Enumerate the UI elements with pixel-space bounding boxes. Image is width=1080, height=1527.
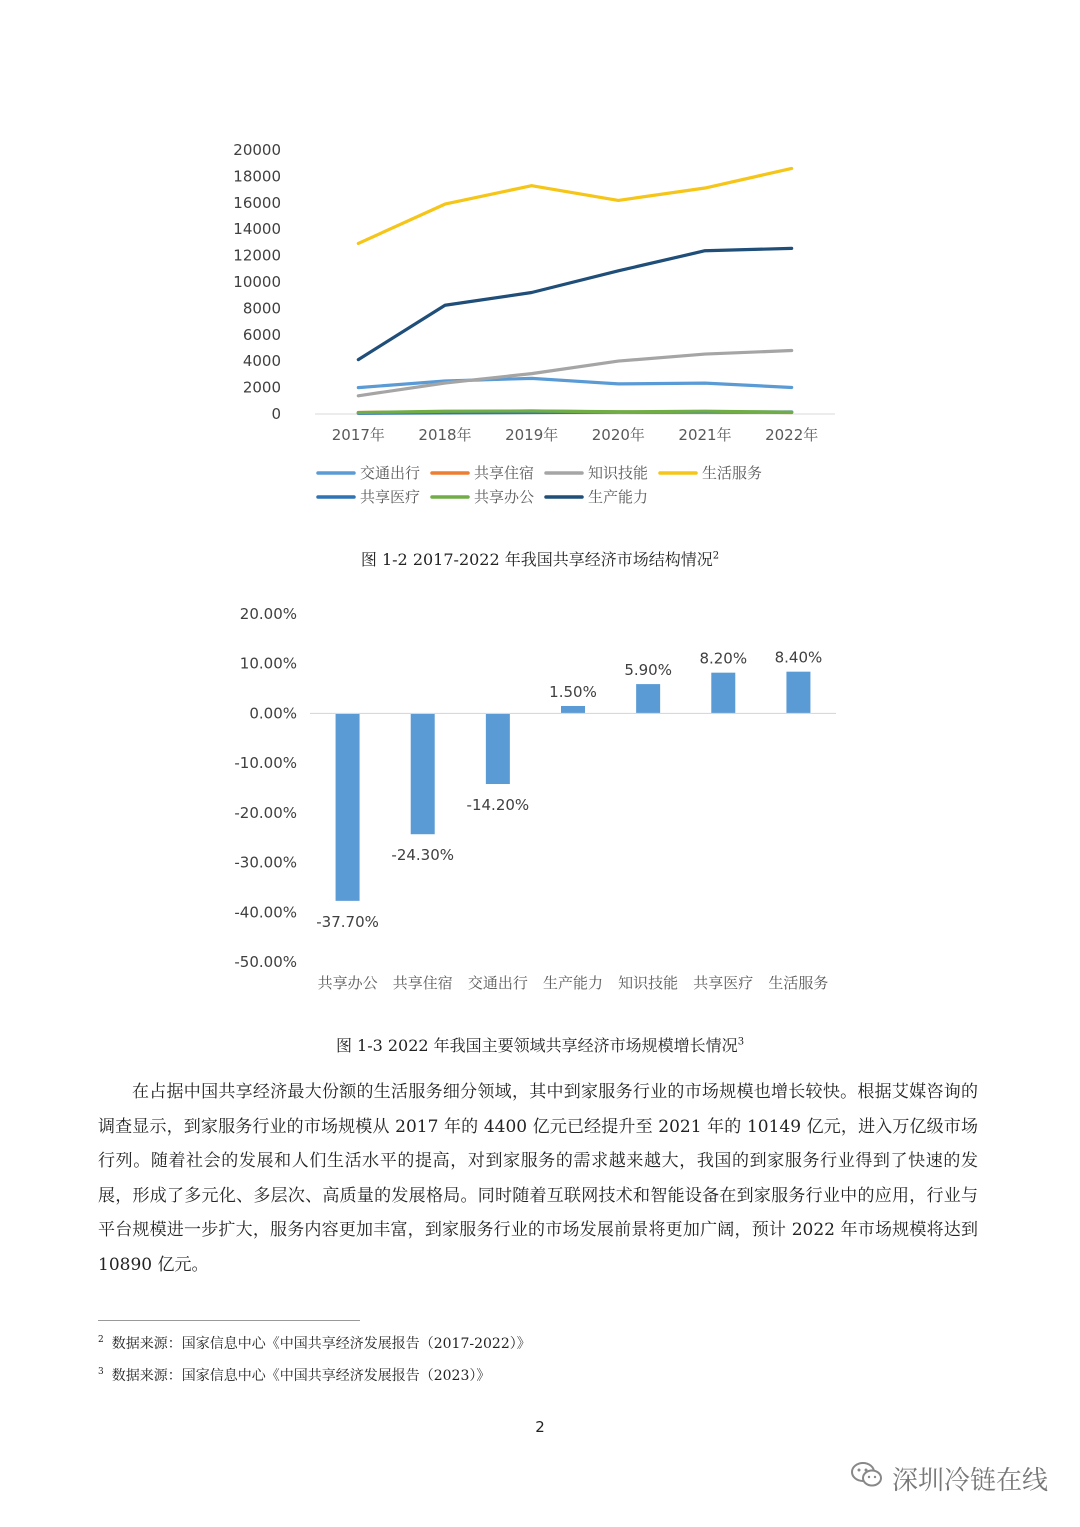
x-tick-label: 2019年 — [505, 426, 559, 444]
legend-item — [318, 464, 420, 482]
data-label: -37.70% — [316, 912, 379, 931]
bar-共享医疗 — [711, 673, 735, 714]
legend-label: 生产能力 — [588, 488, 649, 506]
bar-生活服务 — [786, 672, 810, 714]
y-tick-label: -20.00% — [234, 803, 297, 822]
page-number: 2 — [535, 1418, 545, 1436]
body-paragraph: 在占据中国共享经济最大份额的生活服务细分领域，其中到家服务行业的市场规模也增长较快。根据艾媒咨询的调查显示，到家服务行业的市场规模从 2017 年的 4400 亿元已经提升至 2021 年的 10149 亿元，进入万亿级市场行列。随着社会的发展和人们生活水平的提高，对到家服务的需求越来越大，我国的到家服务行业得到了快速的发展，形成了多元化、多层次、高质量的发展格局。同时随着互联网技术和智能设备在到家服务行业中的应用，行业与平台规模进一步扩大，服务内容更加丰富，到家服务行业的市场发展前景将更加广阔，预计 2022 年市场规模将达到 10890 亿元。 — [98, 1082, 978, 1275]
wechat-icon — [850, 1460, 884, 1497]
data-label: -24.30% — [391, 846, 455, 865]
y-tick-label: -30.00% — [234, 853, 297, 872]
figure1-caption-text: 图 1-2 2017-2022 年我国共享经济市场结构情况 — [360, 550, 713, 569]
footnote-number: 3 — [98, 1367, 104, 1378]
x-tick-label: 2017年 — [331, 426, 385, 444]
watermark-text: 深圳冷链在线 — [891, 1466, 1048, 1496]
figure1-caption-footnote-ref: 2 — [712, 550, 720, 562]
footnote-text: 数据来源：国家信息中心《中国共享经济发展报告（2017-2022）》 — [111, 1336, 531, 1352]
y-tick-label: 18000 — [233, 167, 281, 186]
y-tick-label: 10000 — [233, 273, 281, 291]
series-line-生产能力 — [358, 248, 791, 359]
data-label: 8.20% — [699, 649, 748, 668]
legend-label: 生活服务 — [702, 464, 763, 482]
legend-label: 共享医疗 — [360, 488, 421, 506]
series-line-知识技能 — [358, 351, 791, 396]
y-tick-label: 2000 — [242, 378, 281, 397]
y-tick-label: 0 — [271, 405, 281, 423]
bar-共享住宿 — [411, 713, 435, 834]
x-tick-label: 2018年 — [418, 426, 472, 444]
legend-item — [660, 464, 762, 482]
x-tick-label: 生产能力 — [542, 974, 604, 992]
x-tick-label: 2021年 — [678, 426, 732, 444]
x-tick-label: 共享医疗 — [693, 974, 754, 992]
x-tick-label: 交通出行 — [467, 974, 528, 992]
bar-交通出行 — [486, 713, 510, 784]
y-tick-label: -40.00% — [234, 903, 297, 922]
y-tick-label: 14000 — [233, 220, 281, 239]
legend-label: 交通出行 — [360, 464, 421, 482]
x-tick-label: 生活服务 — [768, 974, 829, 992]
y-tick-label: 4000 — [242, 352, 281, 371]
bar-共享办公 — [336, 713, 360, 900]
legend-label: 共享住宿 — [474, 464, 535, 482]
footnote-2 — [98, 1333, 531, 1353]
legend-item — [318, 488, 420, 506]
footnote-number: 2 — [98, 1335, 104, 1346]
y-tick-label: -10.00% — [234, 754, 297, 773]
data-label: 5.90% — [624, 661, 672, 680]
y-tick-label: -50.00% — [234, 953, 297, 971]
bar-知识技能 — [636, 684, 660, 713]
watermark — [850, 1460, 1048, 1497]
series-line-生活服务 — [358, 168, 791, 243]
legend-item — [432, 464, 534, 482]
data-label: 1.50% — [549, 682, 597, 701]
legend-item — [432, 488, 534, 506]
figure1-caption — [0, 547, 1080, 570]
y-tick-label: 16000 — [233, 193, 281, 212]
x-tick-label: 共享办公 — [317, 974, 378, 992]
y-tick-label: 20000 — [233, 141, 281, 159]
figure2-caption-footnote-ref: 3 — [737, 1036, 745, 1048]
y-tick-label: 12000 — [233, 246, 281, 265]
x-tick-label: 2020年 — [591, 426, 645, 444]
data-label: -14.20% — [466, 796, 530, 815]
bar-chart — [200, 595, 860, 1005]
y-tick-label: 6000 — [242, 325, 281, 344]
x-tick-label: 知识技能 — [618, 974, 679, 992]
legend-item — [546, 464, 648, 482]
y-tick-label: 8000 — [242, 299, 281, 318]
footnote-3 — [98, 1365, 490, 1385]
y-tick-label: 0.00% — [249, 704, 297, 723]
x-tick-label: 2022年 — [765, 426, 819, 444]
line-chart — [200, 130, 860, 530]
footnote-text: 数据来源：国家信息中心《中国共享经济发展报告（2023）》 — [111, 1368, 491, 1384]
footnote-divider — [98, 1320, 360, 1321]
y-tick-label: 20.00% — [239, 605, 297, 623]
figure2-caption-text: 图 1-3 2022 年我国主要领域共享经济市场规模增长情况 — [335, 1036, 738, 1055]
legend-item — [546, 488, 648, 506]
y-tick-label: 10.00% — [239, 654, 297, 673]
x-tick-label: 共享住宿 — [392, 974, 453, 992]
legend-label: 共享办公 — [474, 488, 535, 506]
bar-生产能力 — [561, 706, 585, 713]
figure2-caption — [0, 1033, 1080, 1056]
legend-label: 知识技能 — [588, 464, 649, 482]
series-line-共享办公 — [358, 411, 791, 413]
data-label: 8.40% — [774, 648, 823, 667]
